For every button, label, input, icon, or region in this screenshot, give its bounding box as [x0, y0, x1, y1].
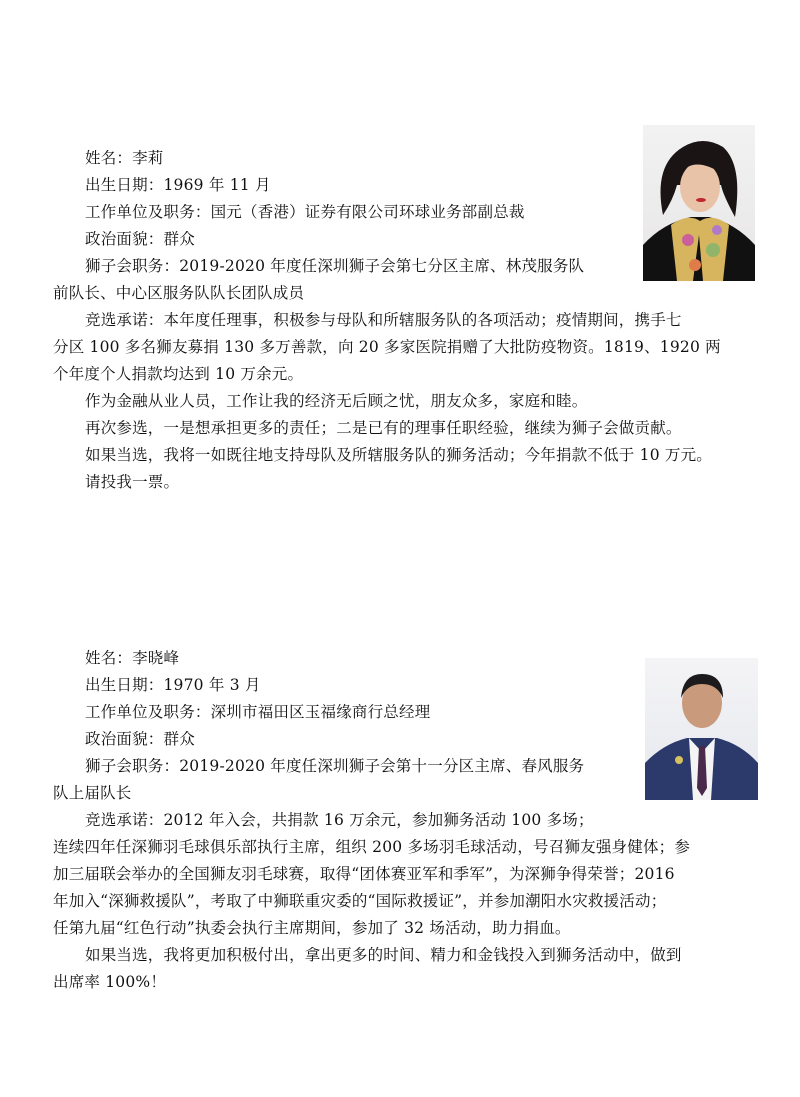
- name-line: 姓名：李晓峰: [85, 649, 180, 667]
- work-line: 工作单位及职务：国元（香港）证券有限公司环球业务部副总裁: [85, 203, 525, 221]
- birth-date-line: 出生日期：1970 年 3 月: [85, 676, 261, 694]
- politics-line: 政治面貌：群众: [85, 730, 195, 748]
- closing-line: 出席率 100%！: [53, 973, 167, 991]
- pledge-line: 分区 100 多名狮友募捐 130 多万善款，向 20 多家医院捐赠了大批防疫物资。1819、1920 两: [53, 338, 721, 356]
- politics-line: 政治面貌：群众: [85, 230, 195, 248]
- paragraph: 作为金融从业人员，工作让我的经济无后顾之忧，朋友众多，家庭和睦。: [85, 392, 588, 410]
- candidate-2-photo: [645, 658, 758, 800]
- lions-role-line: 狮子会职务：2019-2020 年度任深圳狮子会第十一分区主席、春风服务: [85, 757, 585, 775]
- paragraph: 如果当选，我将一如既往地支持母队及所辖服务队的狮务活动；今年捐款不低于 10 万元。: [85, 446, 712, 464]
- paragraph: 请投我一票。: [85, 473, 180, 491]
- pledge-line: 竞选承诺：2012 年入会，共捐款 16 万余元，参加狮务活动 100 多场；: [85, 811, 594, 829]
- lions-role-line: 队上届队长: [53, 784, 132, 802]
- work-line: 工作单位及职务：深圳市福田区玉福缘商行总经理: [85, 703, 431, 721]
- paragraph: 再次参选，一是想承担更多的责任；二是已有的理事任职经验，继续为狮子会做贡献。: [85, 419, 682, 437]
- pledge-line: 加三届联会举办的全国狮友羽毛球赛，取得“团体赛亚军和季军”，为深狮争得荣誉；2016: [53, 865, 675, 883]
- lions-role-line: 前队长、中心区服务队队长团队成员: [53, 284, 305, 302]
- pledge-line: 连续四年任深狮羽毛球俱乐部执行主席，组织 200 多场羽毛球活动，号召狮友强身健体；参: [53, 838, 691, 856]
- lions-role-line: 狮子会职务：2019-2020 年度任深圳狮子会第七分区主席、林茂服务队: [85, 257, 585, 275]
- pledge-line: 个年度个人捐款均达到 10 万余元。: [53, 365, 304, 383]
- pledge-line: 年加入“深狮救援队”，考取了中狮联重灾委的“国际救援证”，并参加潮阳水灾救援活动；: [53, 892, 667, 910]
- candidate-1-photo: [643, 125, 755, 281]
- pledge-line: 竞选承诺：本年度任理事，积极参与母队和所辖服务队的各项活动；疫情期间，携手七: [85, 311, 682, 329]
- closing-line: 如果当选，我将更加积极付出，拿出更多的时间、精力和金钱投入到狮务活动中，做到: [85, 946, 682, 964]
- birth-date-line: 出生日期：1969 年 11 月: [85, 176, 271, 194]
- name-line: 姓名：李莉: [85, 149, 164, 167]
- pledge-line: 任第九届“红色行动”执委会执行主席期间，参加了 32 场活动，助力捐血。: [53, 919, 571, 937]
